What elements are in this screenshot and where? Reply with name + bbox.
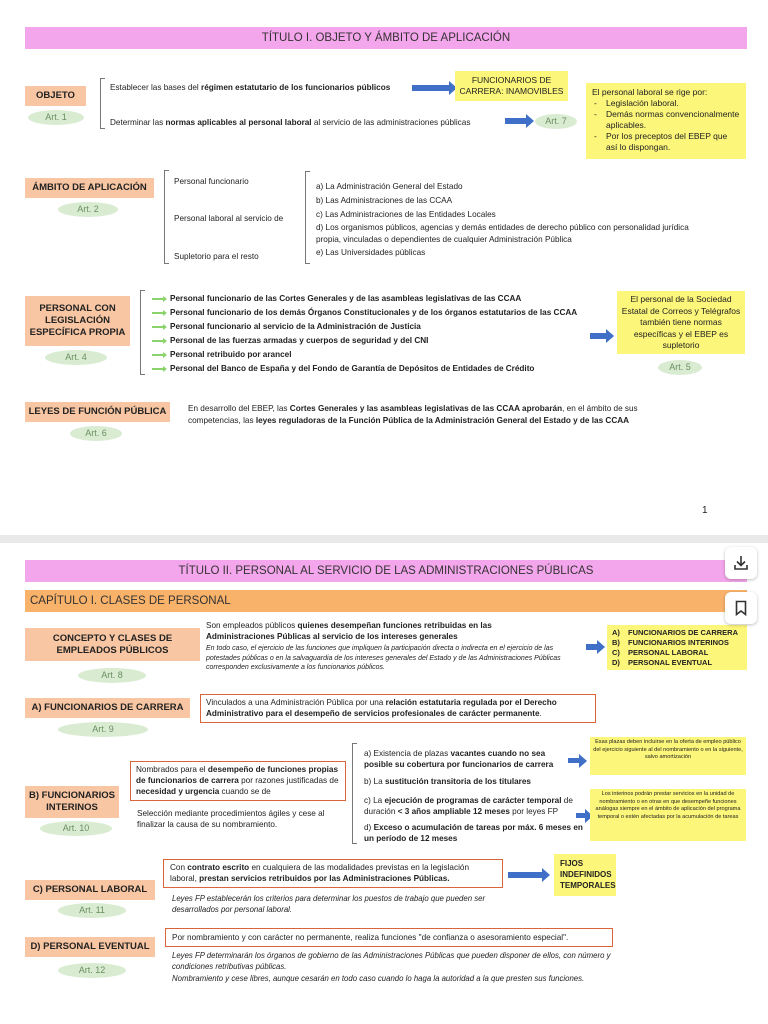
laboral-art-badge: Art. 11 [58,903,126,918]
personal-laboral-rules-box: El personal laboral se rige por: - Legislación laboral. - Demás normas convencionalmente aplicables. - Por los preceptos del EBEP que así lo dispongan. [586,83,746,159]
carrera-art-badge: Art. 9 [58,722,148,737]
laboral-italic-note: Leyes FP establecerán los criterios para determinar los puestos de trabajo que pueden ser desarrollados por personal laboral. [172,894,486,914]
interinos-cause-c: c) La ejecución de programas de carácter temporal de duración < 3 años ampliable 12 meses por leyes FP [364,796,573,816]
art7-badge: Art. 7 [535,114,577,129]
interinos-seleccion: Selección mediante procedimientos ágiles y cese al finalizar la causa de su nombramiento. [137,809,325,829]
arrow-right-icon [505,118,527,124]
arrow-right-icon [152,326,163,328]
arrow-right-icon [152,368,163,370]
objeto-art-badge: Art. 1 [28,110,84,125]
chapter-title: CAPÍTULO I. CLASES DE PERSONAL [25,590,747,612]
interinos-cause-b: b) La sustitución transitoria de los titulares [364,777,531,786]
laboral-types-box: FIJOS INDEFINIDOS TEMPORALES [554,854,616,896]
eventual-italic-note-1: Leyes FP determinarán los órganos de gobierno de las Administraciones Públicas que pueden disponer de ellos, con número y condiciones retributivas públicas. [172,951,611,971]
arrow-right-icon [576,813,586,818]
page-title: TÍTULO II. PERSONAL AL SERVICIO DE LAS ADMINISTRACIONES PÚBLICAS [25,560,747,582]
legislacion-list: Personal funcionario de las Cortes Generales y de las asambleas legislativas de las CCAA Personal funcionario de los demás Órganos Constitucionales y de los órganos estatutarios de las CCAA Personal funcionario al servicio de la Administración de Justicia Personal de las fuerzas armadas y cuerpos de seguridad y del CNI Personal retribuido por arancel Personal del Banco de España y del Fondo de Garantía de Depósitos de Entidades de Crédito [170,294,578,373]
carrera-text-box: Vinculados a una Administración Pública por una relación estatutaria regulada por el Derecho Administrativo para el desempeño de servicios profesionales de carácter permanente. [200,694,596,723]
interinos-art-badge: Art. 10 [40,821,112,836]
vacantes-note-box: Esas plazas deben incluirse en la oferta de empleo público del ejercicio siguiente al del nombramiento o en la siguiente, salvo amortización [590,737,746,775]
slide-page-2 [0,543,768,1024]
ambito-art-badge: Art. 2 [58,202,118,217]
bookmark-icon [732,599,750,617]
ambito-right-list: a) La Administración General del Estado b) Las Administraciones de las CCAA c) Las Administraciones de las Entidades Locales d) Los organismos públicos, agencias y demás entidades de derecho público con personalidad jurídica propia, vinculadas o dependientes de cualquier Administración Pública e) Las Universidades públicas [316,182,689,257]
art5-badge: Art. 5 [658,360,702,375]
eventual-italic-note-2: Nombramiento y cese libres, aunque cesarán en todo caso cuando lo haga la autoridad a la que presten sus funciones. [172,974,585,983]
ambito-left-item: Supletorio para el resto [174,252,259,261]
bookmark-button[interactable] [725,592,757,624]
interinos-cause-d: d) Exceso o acumulación de tareas por máx. 6 meses en un período de 12 meses [364,823,583,843]
objeto-line-2: Determinar las normas aplicables al personal laboral al servicio de las administraciones públicas [110,118,471,127]
laboral-label: C) PERSONAL LABORAL [25,880,155,900]
arrow-right-icon [152,312,163,314]
arrow-right-icon [568,758,580,763]
laboral-text-box: Con contrato escrito en cualquiera de las modalidades previstas en la legislación laboral, prestan servicios retribuidos por las Administraciones Públicas. [163,859,503,888]
interinos-cause-a: a) Existencia de plazas vacantes cuando no sea posible su cobertura por funcionarios de carrera [364,749,554,769]
download-button[interactable] [725,547,757,579]
ambito-label: ÁMBITO DE APLICACIÓN [25,178,154,198]
legislacion-label: PERSONAL CON LEGISLACIÓN ESPECÍFICA PROPIA [25,296,130,346]
objeto-label: OBJETO [25,86,86,106]
objeto-line-1: Establecer las bases del régimen estatutario de los funcionarios públicos [110,83,391,92]
arrow-right-icon [152,298,163,300]
arrow-right-icon [508,872,543,878]
ambito-left-item: Personal funcionario [174,177,249,186]
empleados-classes-box: A) FUNCIONARIOS DE CARRERA B) FUNCIONARIOS INTERINOS C) PERSONAL LABORAL D) PERSONAL EVENTUAL [607,625,747,670]
eventual-label: D) PERSONAL EVENTUAL [25,937,155,957]
leyes-text: En desarrollo del EBEP, las Cortes Generales y las asambleas legislativas de las CCAA aprobarán, en el ámbito de sus competencias, las leyes reguladoras de la Función Pública de la Administración General del Estado y de las CCAA [188,404,638,425]
download-icon [732,554,750,572]
eventual-art-badge: Art. 12 [58,963,126,978]
arrow-right-icon [412,85,450,91]
arrow-right-icon [586,644,598,650]
interinos-label: B) FUNCIONARIOS INTERINOS [25,786,119,818]
leyes-art-badge: Art. 6 [70,426,122,441]
sociedad-correos-box: El personal de la Sociedad Estatal de Correos y Telégrafos también tiene normas específicas y el EBEP es supletorio [617,291,745,354]
page-number: 1 [702,505,708,516]
carrera-label: A) FUNCIONARIOS DE CARRERA [25,698,190,718]
concepto-italic-note: En todo caso, el ejercicio de las funciones que impliquen la participación directa o indirecta en el ejercicio de las potestades públicas o en la salvaguardia de los intereses generales del Estado y de las Administraciones Públicas corresponden exclusivamente a los funcionarios públicos. [206,645,561,671]
page-title: TÍTULO I. OBJETO Y ÁMBITO DE APLICACIÓN [25,27,747,49]
arrow-right-icon [152,340,163,342]
concepto-text: Son empleados públicos quienes desempeñan funciones retribuidas en las Administraciones Públicas al servicio de los intereses generales [206,621,492,641]
concepto-label: CONCEPTO Y CLASES DE EMPLEADOS PÚBLICOS [25,628,200,661]
interinos-text-box: Nombrados para el desempeño de funciones propias de funcionarios de carrera por razones justificadas de necesidad y urgencia cuando se de [130,761,346,801]
concepto-art-badge: Art. 8 [78,668,146,683]
legislacion-art-badge: Art. 4 [45,350,107,365]
funcionarios-carrera-box: FUNCIONARIOS DE CARRERA: INAMOVIBLES [455,71,568,101]
leyes-label: LEYES DE FUNCIÓN PÚBLICA [25,402,170,422]
eventual-text-box: Por nombramiento y con carácter no permanente, realiza funciones "de confianza o asesoramiento especial". [165,928,613,947]
interinos-note-box: Los interinos podrán prestar servicios en la unidad de nombramiento o en otras en que desempeñe funciones análogas siempre en el ámbito de aplicación del programa temporal o estén afectadas por la acumulación de tareas [590,789,746,841]
arrow-right-icon [590,333,607,339]
ambito-left-item: Personal laboral al servicio de [174,214,284,223]
arrow-right-icon [152,354,163,356]
